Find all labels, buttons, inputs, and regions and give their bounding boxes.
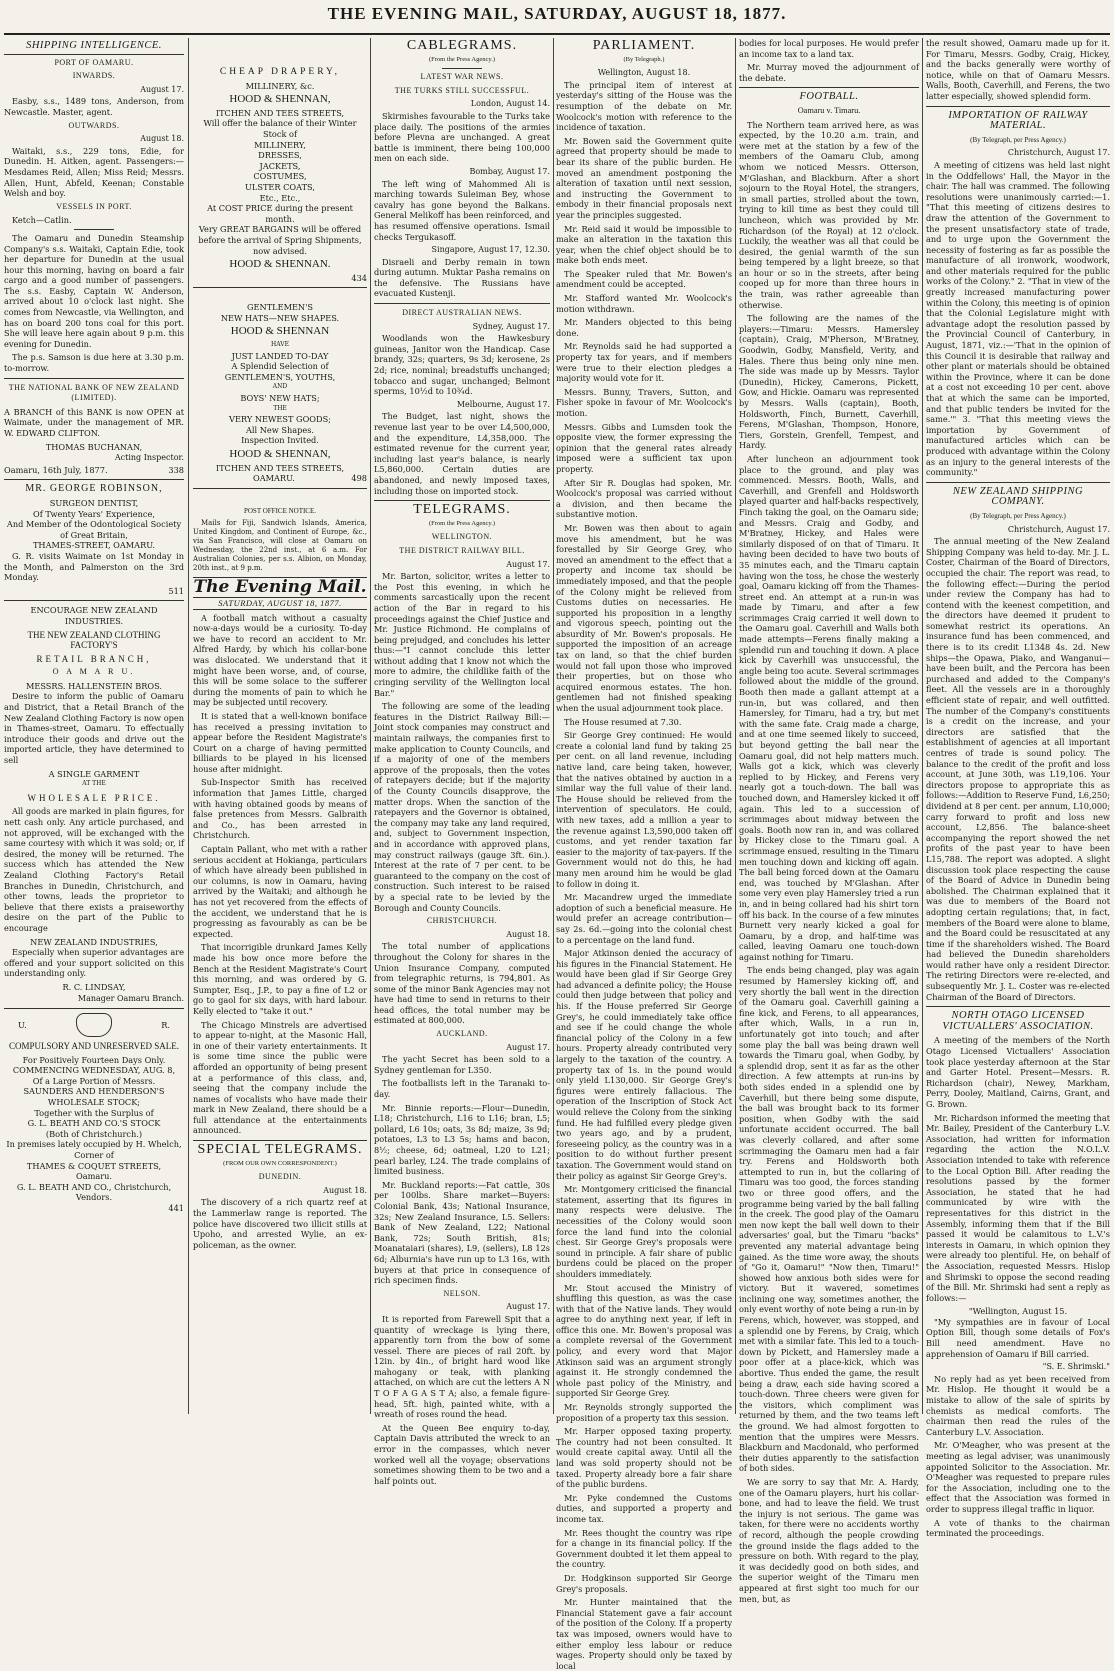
importation-date: Christchurch, August 17. <box>1007 148 1110 158</box>
premises: In premises lately occupied by H. Whelch, Corner of <box>6 1139 182 1161</box>
divider <box>193 287 367 288</box>
auckland-heading: AUCKLAND. <box>436 1029 488 1039</box>
parliament-paragraph: Mr. Hunter maintained that the Financial Statement gave a fair account of the position of the Colony. If a property tax was imposed, owners would have to either employ less labour or reduce wages. Property should only be taxed by local <box>556 1597 732 1671</box>
stock-item: ULSTER COATS, <box>245 181 315 192</box>
parliament-paragraph: Messrs. Gibbs and Lumsden took the opposite view, the former expressing the opinion that the general rates already imposed were a sufficient tax upon property. <box>556 421 732 474</box>
together: Together with the Surplus of <box>34 1107 154 1118</box>
shipping-date: Christchurch, August 17. <box>1007 524 1110 534</box>
special-telegrams-heading: SPECIAL TELEGRAMS. <box>197 1142 363 1158</box>
nelson-paragraph: At the Queen Bee enquiry to-day, Captain Davis attributed the wreck to an error in the compasses, which never worked well all the voyage; observations sometimes showing them to be two and a half points out. <box>374 1422 550 1486</box>
oamaru-heading: O A M A R U. <box>52 667 136 677</box>
hats-footer <box>193 473 367 484</box>
divider <box>926 1006 1110 1007</box>
railway-paragraph: Mr. Barton, solicitor, writes a letter to the Post this evening, in which he comments sarcastically upon the recent action of the Bar in regard to his proceedings against the Chief Justice and Mr. Justice Richmond. He complains of being prejudged, and concludes his letter thus:—"I cannot conclude this letter without adding that I know not which the more to admire, the childlike faith of the cringing servility of the Wellington local Bar." <box>374 571 550 698</box>
bank-date: Oamaru, 16th July, 1877. <box>4 464 108 475</box>
importation-telegraph: (By Telegraph, per Press Agency.) <box>970 135 1066 144</box>
newspaper-title: The Evening Mail. <box>193 577 367 598</box>
nelson-heading: NELSON. <box>443 1288 481 1298</box>
parliament-paragraph: Mr. Bowen was then about to again move his amendment, but he was forestalled by Sir George Grey, who moved an amendment to the effect that a property and income tax should be immediately imposed, and that the people of the Colony might be relieved from Customs duties on necessaries. He supported his proposition in a lengthy and vigorous speech, pointing out the absurdity of Mr. Bowen's proposals. He supported the imposition of an acreage tax on land, so that the chief burden would not fall upon those who improved their properties, but on those who acquired enormous estates. The hon. gentlemen had not finished speaking when the usual adjournment took place. <box>556 522 732 714</box>
parliament-paragraph: Mr. Stout accused the Ministry of shuffling this question, as was the case with that of the Native lands. They would agree to do anything next year, if left in office this one. Mr. Bowen's proposal was a complete reversal of the Government policy, and every word that Major Atkinson said was an argument strongly against it. He strongly condemned the whole past policy of the Ministry, and supported Sir George Grey. <box>556 1282 732 1399</box>
parliament-paragraph: The principal item of interest at yesterday's sitting of the House was the resumption of the debate on Mr. Woolcock's motion with reference to the incidence of taxation. <box>556 79 732 133</box>
own-correspondent: (FROM OUR OWN CORRESPONDENT.) <box>223 1159 337 1167</box>
editorial-paragraph: A football match without a casualty now-a-days would be a curiosity. To-day we have to record an accident to Mr. Alfred Hardy, by which his collar-bone was dislocated. We understand that it might have been worse, and, of course, this will be some solace to the sufferer during the moments of pain to which he may be subjected until recovery. <box>193 612 367 708</box>
bank-ad-number: 338 <box>168 464 184 475</box>
dentist-experience: Of Twenty Years' Experience, <box>33 508 155 519</box>
dentist-visits: G. R. visits Waimate on 1st Monday in the Month, and Palmerston on the 3rd Monday. <box>4 550 184 583</box>
parliament-paragraph: Sir George Grey continued: He would create a colonial land fund by taking 25 per cent. on all land revenue, including native land, care being taken, however, that the natives obtained by auction in a similar way the full value of their land. The House should be relieved from the intervention of speculators. He could, with new taxes, add a million a year to the revenue against L3,590,000 taken off customs, and yet render taxation far easier to the majority of tax-payers. If the Government would not do this, he had many men around him he would be glad to follow in doing it. <box>556 730 732 889</box>
football-paragraph: The ends being changed, play was again resumed by Hamersley kicking off, and very shortly the ball went in the direction of the Oamaru goal. Caverhill gaining a fine kick, and Ferens, to all appearances, after which, Walls, in a run in, unfortunately got into touch; and after some play the ball was being drawn well towards the Timaru goal, when Godby, by a splendid drop, sent it as far as the other direction. A few attempts at run-ins by both sides ended in a splendid one by Caverhill, but there being some dispute, the ball was brought back to its former position, when Godby with the said unfortunate accident occurred. The ball was cleverly collared, and after some scrimmaging the Oamaru men had a fair try. Ferens and Holdsworth both attempted to run in, but the collaring of Timaru was too good, the forces standing two or three good offers, and the programme being varied by the ball falling in the creek. The good play of the Oamaru men now kept the ball well down to their adversaries' goal, but the Timaru "backs" prevented any material advantage being gained. As the time wore away, the shouts of "Go it, Oamaru!" "Now then, Timaru!" showed how anxious both sides were for victory. But it wavered, sometimes inclining one way, sometimes another, the only event worthy of note being a run-in by Ferens, which, however, was stopped, and a splendid one by Ferens, by Craig, which met with a similar fate. This led to a touch-down by Pickett, and Hamersley made a poor offer at a place-kick, which was abortive. Thus ended the game, the result being a draw, each side having scored a touch-down. Three cheers were given for the visitors, which compliment was returned by them, and the two teams left the ground. We had almost forgotten to mention that the umpires were Messrs. Blackburn and Macdonald, who performed their duties apparently to the satisfaction of both sides. <box>739 965 919 1474</box>
parliament-paragraph: Mr. Bowen said the Government quite agreed that property should be made to bear its share of the public burden. He moved an amendment postponing the alteration of taxation until next session, and instructing the Government to embody in their financial proposals next year the principles suggested. <box>556 135 732 220</box>
gentlemens: GENTLEMEN'S <box>247 302 313 313</box>
very-newest: VERY NEWEST GOODS; <box>229 414 331 425</box>
divider <box>74 229 114 230</box>
goods-text: All goods are marked in plain figures, for nett cash only. Any article purchased, and not approved, will be exchanged with the same courtesy with which it was sold; or, if desired, the money will be returned. The success which has attended the New Zealand Clothing Factory's Retail Branches in Dunedin, Christchurch, and other towns, leads the proprietor to believe that there exists a praiseworthy desire on the part of the Public to encourage <box>4 806 184 933</box>
parliament-heading: PARLIAMENT. <box>592 38 696 53</box>
football-paragraph: The Northern team arrived here, as was expected, by the 10.20 a.m. train, and were met at the station by a few of the members of the Oamaru Club, among whom we noticed Messrs. Otterson, M'Glashan, and Blackburn. After a short sojourn to the Royal Hotel, the strangers, in small parties, strolled about the town, trying to kill time as best they could till luncheon, which was provided by Mr. Richardson (of the Royal) at 12 o'clock. Luckily, the weather was all that could be desired, the genial warmth of the sun being tempered by a light breeze, so that an hour or so in the streets, after being cooped up for more than three hours in the train, was rather agreeable than otherwise. <box>739 119 919 310</box>
oamaru-sub: Oamaru. <box>75 1171 113 1182</box>
murray-paragraph: Mr. Murray moved the adjournment of the debate. <box>739 62 919 83</box>
post-office-heading: POST OFFICE NOTICE. <box>243 506 317 515</box>
divider <box>193 1140 367 1141</box>
victuallers-heading: NORTH OTAGO LICENSED VICTUALLERS' ASSOCIATION. <box>942 1010 1094 1032</box>
crest-letter-r: R. <box>161 1019 170 1030</box>
column-divider <box>370 38 371 1414</box>
the: THE <box>273 404 287 412</box>
itchen-streets-2: ITCHEN AND TEES STREETS, <box>215 462 345 473</box>
hood-shennan-1: HOOD & SHENNAN, <box>229 93 331 106</box>
wellington-quote-date: "Wellington, August 15. <box>968 1306 1068 1317</box>
london-text: Skirmishes favourable to the Turks take place daily. The positions of the armies before Plevna are unchanged. A great battle is imminent, there being 100,000 men on each side. <box>374 110 550 164</box>
divider <box>374 303 550 304</box>
latest-war-news: LATEST WAR NEWS. <box>420 72 504 82</box>
auckland-paragraph: Mr. Binnie reports:—Flour—Dunedin, L18; Christchurch, L16 to L16; bran, L5; pollard, L6 10s; oats, 3s 8d; maize, 3s 9d; potatoes, L3 to L3 5s; hams and bacon, 8½; cheese, 6d; oatmeal, L20 to L21; pearl barley, L24. The trade complains of limited business. <box>374 1102 550 1177</box>
shrimski-signature: "S. E. Shrimski." <box>1042 1362 1110 1372</box>
column-1 <box>4 38 184 1414</box>
divider <box>926 106 1110 107</box>
parliament-paragraph: Mr. Pyke condemned the Customs duties, and supported a property and income tax. <box>556 1492 732 1524</box>
wholesale-price: WHOLESALE PRICE. <box>27 792 161 803</box>
divider <box>4 479 184 480</box>
press-agency: (From the Press Agency.) <box>428 55 495 63</box>
by-telegraph: (By Telegraph.) <box>623 55 665 63</box>
crest-letter-u: U. <box>18 1019 27 1030</box>
editorial-paragraph: Sub-Inspector Smith has received information that James Little, charged with having obtained goods by means of false pretences from Messrs. Galbraith and Co., has been arrested in Christchurch. <box>193 777 367 841</box>
victuallers-text: A meeting of the members of the North Otago Licensed Victuallers' Association took place yesterday afternoon at the Star and Garter Hotel. Present—Messrs. R. Richardson (chair), Newey, Markham, Perry, Dooley, Maitland, Cairns, Grant, and G. Brown. <box>926 1035 1110 1109</box>
dunedin-text: The discovery of a rich quartz reef at the Lammerlaw range is reported. The police have discovered two illicit stills at Upoho, and arrested Wylie, an ex-policeman, as the owner. <box>193 1197 367 1250</box>
column-5 <box>739 38 919 1604</box>
stock-item: DRESSES, <box>258 150 302 161</box>
column-6 <box>926 38 1110 1539</box>
parliament-paragraph: The House resumed at 7.30. <box>564 716 682 727</box>
boys-hats: BOYS' NEW HATS; <box>240 393 320 404</box>
masthead-rule <box>4 33 1110 35</box>
editorial-dateline: SATURDAY, AUGUST 18, 1877. <box>193 597 367 610</box>
column-2 <box>193 38 367 1414</box>
at-the: AT THE <box>82 780 106 788</box>
parliament-paragraph: Mr. Harper opposed taxing property. The country had not been consulted. It would create capital away. Until all the land was sold property should not be taxed. Property already bore a fair share of the public burdens. <box>556 1426 732 1490</box>
parliament-paragraph: Major Atkinson denied the accuracy of his figures in the Financial Statement. He would have been glad if Sir George Grey had advanced a definite policy; the House could then judge between that policy and his. If the House preferred Sir George Grey's, he could immediately take office and see if he could change the whole financial policy of the Colony in a few hours. Property already contributed very largely to the taxation of the country. A property tax of 1s. in the pound would only yield L130,000. Sir George Grey's figures were entirely fallacious. The operation of the Inscription of Stock Act would relieve the Colony from the sinking fund. He had fulfilled every pledge given two years ago, and by a prudent, foreseeing policy, as the country was in a position to do without further present taxation. The Government would stand on their policy as against Sir George Grey's. <box>556 948 732 1181</box>
press-agency-2: (From the Press Agency.) <box>428 519 495 527</box>
parliament-paragraph: The Speaker ruled that Mr. Bowen's amendment could be accepted. <box>556 268 732 290</box>
bank-role: Acting Inspector. <box>114 453 184 463</box>
melbourne-date: Melbourne, August 17. <box>456 399 550 409</box>
divider <box>926 482 1110 483</box>
hood-shennan-2: HOOD & SHENNAN. <box>229 258 331 271</box>
football-paragraph: We are sorry to say that Mr. A. Hardy, one of the Oamaru players, hurt his collar-bone, and had to leave the field. We trust the injury is not serious. The game was taken, for there were no accidents worthy of record, although the people crowding the ground inside the flags added to the pressure on both. With regard to the play, it was decidedly good on both sides, and the superior weight of the Timaru men appeared at first sight too much for our men, but, as <box>739 1476 919 1604</box>
editorial-paragraph: The Chicago Minstrels are advertised to appear to-night, at the Masonic Hall, in one of their variety entertainments. It is some time since the public were afforded an opportunity of being present at a performance of this class, and, seeing that the company include the names of vocalists who have made their mark in New Zealand, there should be a full attendance at the entertainments announced. <box>193 1019 367 1136</box>
divider <box>739 87 919 88</box>
factory-text: Desire to inform the public of Oamaru and District, that a Retail Branch of the New Zealand Clothing Factory is now open in Thames-street, Oamaru. To effectually introduce their goods and drive out the imported article, they have determined to sell <box>4 691 184 766</box>
parliament-paragraph: Messrs. Bunny, Travers, Sutton, and Fisher spoke in favour of Mr. Woolcock's motion. <box>556 386 732 418</box>
shipping-company-heading: NEW ZEALAND SHIPPING COMPANY. <box>952 485 1084 508</box>
bank-heading: THE NATIONAL BANK OF NEW ZEALAND (LIMITED). <box>8 382 180 403</box>
parliament-paragraph: Mr. Stafford wanted Mr. Woolcock's motion withdrawn. <box>556 293 732 314</box>
auckland-paragraph: Mr. Buckland reports:—Fat cattle, 30s per 100lbs. Share market—Buyers: Colonial Bank, 43s; National Insurance, 32s; New Zealand Insurance, L5. Sellers: Bank of New Zealand, L22; National Bank, 72s; South British, 81s; Moanataiari (shares), L9, (sellers), L8 12s 6d; Alburnia's have run up to L3 16s, with buyers at that price in consequence of rich specimen finds. <box>374 1179 550 1286</box>
especially-text: Especially when superior advantages are offered and your support solicited on this understanding only. <box>4 947 184 979</box>
beath-stock: G. L. BEATH AND CO.'S STOCK <box>27 1118 161 1129</box>
coat-of-arms-icon <box>76 1013 112 1037</box>
all-new-shapes: All New Shapes. <box>245 424 315 435</box>
outwards-heading: OUTWARDS. <box>68 120 120 130</box>
parliament-paragraph: Mr. Rees thought the country was ripe for a change in its financial policy. If the Government doubted it let them appeal to the country. <box>556 1527 732 1570</box>
parliament-paragraph: Mr. Manders objected to this being done. <box>556 317 732 338</box>
new-hats: NEW HATS—NEW SHAPES. <box>220 312 340 323</box>
lindsay-signature: R. C. LINDSAY, <box>62 981 126 992</box>
auckland-paragraph: The footballists left in the Taranaki to-day. <box>374 1078 550 1100</box>
christchurch-date: August 18. <box>506 929 550 939</box>
london-date: London, August 14. <box>470 99 550 109</box>
parliament-paragraph: Mr. Macandrew urged the immediate adoption of such a beneficial measure. He would prefer an acreage contribution—say 2s. 6d.—going into the colonial chest to a percentage on the land fund. <box>556 892 732 945</box>
direct-australian: DIRECT AUSTRALIAN NEWS. <box>402 308 522 318</box>
post-office-text: Mails for Fiji, Sandwich Islands, America, United Kingdom, and Continent of Europe, &c., via San Francisco, will close at Oamaru on Wednesday, the 22nd inst., at 6 a.m. For Australian Colonies, per s.s. Albion, on Monday, 20th inst., at 9 p.m. <box>193 519 367 573</box>
dentist-title: SURGEON DENTIST, <box>49 497 139 508</box>
shipping-heading: SHIPPING INTELLIGENCE. <box>4 41 184 55</box>
stock-item: JACKETS, <box>259 160 301 171</box>
inwards-heading: INWARDS. <box>72 71 116 81</box>
fourteen-days: For Positively Fourteen Days Only. <box>22 1054 166 1065</box>
dentist-ad-number: 511 <box>168 585 184 596</box>
dentist-name: MR. GEORGE ROBINSON, <box>25 483 163 495</box>
vote-text: A vote of thanks to the chairman terminated the proceedings. <box>926 1517 1110 1539</box>
thames-coquet: THAMES & COQUET STREETS, <box>26 1160 162 1171</box>
inspection-invited: Inspection Invited. <box>241 435 319 446</box>
railway-bill-heading: THE DISTRICT RAILWAY BILL. <box>399 545 525 555</box>
omeagher-text: Mr. O'Meagher, who was present at the meeting as legal adviser, was unanimously appointed Solicitor to the Association. Mr. O'Meagher was requested to prepare rules for the Association, including one to the effect that the Association was formed in order to suppress illegal traffic in liquor. <box>926 1440 1110 1514</box>
factory-heading: THE NEW ZEALAND CLOTHING FACTORY'S <box>27 629 161 651</box>
etc: Etc., Etc., <box>259 192 301 203</box>
millinery: MILLINERY, &c. <box>245 80 315 91</box>
telegrams-heading: TELEGRAMS. <box>413 502 511 518</box>
nz-industries: NEW ZEALAND INDUSTRIES, <box>30 936 158 947</box>
parliament-date: Wellington, August 18. <box>597 68 691 78</box>
turks-heading: THE TURKS STILL SUCCESSFUL. <box>394 85 530 95</box>
stock-item: COSTUMES, <box>253 171 307 182</box>
bombay-date: Bombay, August 17. <box>469 166 550 176</box>
royal-crest <box>4 1013 184 1037</box>
railway-paragraph: The following are some of the leading features in the District Railway Bill:—Joint stock companies may construct and maintain railways, the companies first to make application to County Councils, and if a majority of one of the members approve of the proposals, then the votes of ratepayers decide; but if the majority of the County Councils disapprove, the matter drops. When the sanction of the ratepayers and the Governor is obtained, the company may take any land required, and, subject to Government inspection, and in accordance with approved plans, may construct railways (gauge 3ft. 6in.). Interest at the rate of 7 per cent. to be guaranteed to the company on the cost of construction. Such interest to be raised by a special rate to be levied by the Borough and County Councils. <box>374 701 550 913</box>
saunders: SAUNDERS AND HENDERSON'S WHOLESALE STOCK; <box>23 1086 165 1108</box>
importation-heading: IMPORTATION OF RAILWAY MATERIAL. <box>948 109 1088 132</box>
encourage-heading: ENCOURAGE NEW ZEALAND INDUSTRIES. <box>30 605 158 626</box>
bank-text: A BRANCH of this BANK is now OPEN at Waimate, under the management of MR. W. EDWARD CLIFTON. <box>4 406 184 438</box>
beath-sub: (Both of Christchurch.) <box>45 1128 143 1139</box>
nelson-paragraph: It is reported from Farewell Spit that a quantity of wreckage is lying there, apparently torn from the bow of some vessel. There are pieces of rail 20ft. by 12in. by 4in., of bright hard wood like mahogany or teak, with planking attached, on which are cut the letters A N T O F A G A S T A; also, a female figure-head, 5ft. high, painted white, with a wreath of roses round the head. <box>374 1313 550 1420</box>
dentist-society: And Member of the Odontological Society of Great Britain, <box>6 519 182 540</box>
outwards-date: August 18. <box>140 134 184 144</box>
divider <box>193 488 367 489</box>
just-landed: JUST LANDED TO-DAY <box>231 350 329 361</box>
divider <box>442 68 482 69</box>
parliament-paragraph: Mr. Reynolds said he had supported a property tax for years, and if members were true to their election pledges a majority would vote for it. <box>556 341 732 384</box>
dunedin-date: August 18. <box>323 1185 367 1195</box>
football-paragraph: The following are the names of the players:—Timaru: Messrs. Hamersley (captain), Craig, M'Pherson, M'Bratney, Goodwin, Godby, Mansfield, Verity, and Hales. There thus being only nine men. The side was made up by Messrs. Taylor (Dunedin), Hickey, Camerons, Pickett, Gow, and Hickie. Oamaru was represented by Messrs. Walls (captain), Booth, Holdsworth, Finch, Burnett, Caverhill, Ferens, M'Glashan, Thompson, Honore, Tiers, Gorstein, Grenfell, Tempest, and Hardy. <box>739 313 919 451</box>
vendors-ad-number: 441 <box>168 1203 184 1213</box>
singapore-text: Disraeli and Derby remain in town during autumn. Muktar Pasha remains on the defensive. The Russians have evacuated Kustenji. <box>374 256 550 299</box>
vendors: G. L. BEATH AND CO., Christchurch, Vendors. <box>16 1181 172 1203</box>
have: HAVE <box>271 341 289 349</box>
railway-date: August 17. <box>506 559 550 569</box>
dentist-address: THAMES-STREET, OAMARU. <box>32 540 156 551</box>
sydney-text: Woodlands won the Hawkesbury guineas, Janitor won the Handicap. Case brandy, 32s; quarters, 9s 3d; kerosene, 2s 2d; rice, nominal; breadstuffs unchanged; tobacco and sugar, unchanged; Belmont sperms, 10½d to 10¾d. <box>374 333 550 397</box>
singapore-date: Singapore, August 17, 12.30. <box>431 245 550 255</box>
bank-signature: THOMAS BUCHANAN, <box>45 441 143 452</box>
will-offer: Will offer the balance of their Winter Stock of <box>203 118 357 139</box>
column-3 <box>374 38 550 1486</box>
column-divider <box>735 38 736 1414</box>
richardson-text: Mr. Richardson informed the meeting that Mr. Bailey, President of the Canterbury L.V. Association, had written for information regarding the action the N.O.L.V. Association intended to take with reference to the Local Option Bill. After reading the resolutions passed by the former Association, he stated that he had communicated by wire with the representatives for this district in the Assembly, informing them that if the Bill passed it would be calamitous to L.V.'s interests in Oamaru, in which opinion they were already too plentiful. He, on behalf of the Association, requested Messrs. Hislop and Shrimski to oppose the second reading of the Bill. Mr. Shrimski had sent a reply as follows:— <box>926 1112 1110 1303</box>
ad-number: 434 <box>351 272 367 283</box>
quote-text: "My sympathies are in favour of Local Option Bill, though some details of Fox's Bill need amendment. Have no apprehension of Oamaru if Bill carried. <box>926 1316 1110 1359</box>
parliament-paragraph: Mr. Reid said it would be impossible to make an alteration in the taxation this year, when the chief object should be to make both ends meet. <box>556 223 732 266</box>
hallenstein: MESSRS. HALLENSTEIN BROS. <box>25 680 163 691</box>
cost-price: At COST PRICE during the present month. <box>207 203 353 224</box>
dunedin-heading: DUNEDIN. <box>258 1172 302 1182</box>
gentlemens-youths: GENTLEMEN'S, YOUTHS, <box>224 371 336 382</box>
parliament-paragraph: Mr. Montgomery criticised the financial statement, asserting that its figures in many respects were delusive. The necessities of the Colony would soon force the land fund into the colonial chest. Sir George Grey's proposals were sound in principle. A fair share of public burdens could be placed on the proper shoulders immediately. <box>556 1184 732 1279</box>
commencing: COMMENCING WEDNESDAY, AUG. 8, <box>12 1065 176 1076</box>
editorial-paragraph: Captain Pallant, who met with a rather serious accident at Hokianga, particulars of which have already been published in our columns, is now in Oamaru, having arrived by the Waitaki; and although he has not yet recovered from the effects of the accident, we understand that he is progressing as favourably as can be be expected. <box>193 844 367 939</box>
stock-item: MILLINERY, <box>254 139 306 150</box>
no-reply-text: No reply had as yet been received from Mr. Hislop. He thought it would be a mistake to allow of the sale of spirits by chemists as medical comforts. The chairman then read the rules of the Canterbury L.V. Association. <box>926 1373 1110 1437</box>
parliament-paragraph: Dr. Hodgkinson supported Sir George Grey's proposals. <box>556 1572 732 1594</box>
column-divider <box>922 38 923 1414</box>
lindsay-role: Manager Oamaru Branch. <box>77 993 184 1003</box>
cablegrams-heading: CABLEGRAMS. <box>406 38 518 53</box>
auckland-date: August 17. <box>506 1042 550 1052</box>
samson-text: The p.s. Samson is due here at 3.30 p.m. to-morrow. <box>4 352 184 374</box>
football-heading: FOOTBALL. <box>799 91 859 103</box>
continued-paragraph: bodies for local purposes. He would prefer an income tax to a land tax. <box>739 38 919 59</box>
inwards-text: Easby, s.s., 1489 tons, Anderson, from Newcastle. Master, agent. <box>4 96 184 117</box>
divider <box>4 600 184 601</box>
retail-branch: RETAIL BRANCH, <box>36 653 152 664</box>
ad-number: 498 <box>351 473 367 484</box>
port-heading: PORT OF OAMARU. <box>54 57 134 67</box>
oamaru-timaru: Oamaru v. Timaru. <box>797 105 861 115</box>
divider <box>4 378 184 379</box>
auckland-paragraph: The yacht Secret has been sold to a Sydney gentleman for L350. <box>374 1054 550 1075</box>
importation-text: A meeting of citizens was held last night in the Oddfellows' Hall, the Mayor in the chair. The hall was crammed. The following resolutions were unanimously carried:—1. "That this meeting of citizens desires to draw the attention of the Government to the present unsatisfactory state of trade, and to urge upon the Government the necessity of fostering as far as possible the manufacture of all ironwork, woodwork, and other materials required for the public works of the Colony." 2. "That in view of the greatly increased manufacturing power within the Colony, this meeting is of opinion that the Colonial Legislature might with advantage adopt the resolution passed by the Provincial Council of Canterbury, in August, 1871, viz.:—'That in the opinion of this Council it is desirable that railway and other plant or materials should be obtained within the Province, where it can be done at a cost not exceeding 10 per cent. above that at which the same can be imported, and that public tenders be invited for the same.'" 3. "That this meeting views the importation by Government of manufactured articles which can be produced with advantage within the Colony as an injury to the general interests of the community." <box>926 159 1110 478</box>
and: AND <box>272 383 288 391</box>
oamaru-label: OAMARU. <box>253 473 295 484</box>
parliament-paragraph: After Sir R. Douglas had spoken, Mr. Woolcock's proposal was carried without a division, and then became the substantive motion. <box>556 477 732 520</box>
splendid-selection: A Splendid Selection of <box>231 361 329 372</box>
editorial-paragraph: It is stated that a well-known boniface has received a pressing invitation to appear before the Resident Magistrate's Court on a charge of having permitted billiards to be played in his licensed house after midnight. <box>193 710 367 774</box>
large-portion: Of a Large Portion of Messrs. <box>32 1075 156 1086</box>
masthead: THE EVENING MAIL, SATURDAY, AUGUST 18, 1877. <box>327 4 787 23</box>
christchurch-text: The total number of applications throughout the Colony for shares in the Union Insurance Company, computed from telegraphic returns, is 794,801. As some of the minor Bank Agencies may not have had time to send in returns to their head offices, the total number may be estimated at 800,000. <box>374 941 550 1026</box>
wellington-heading: WELLINGTON. <box>431 532 493 542</box>
compulsory-sale: COMPULSORY AND UNRESERVED SALE. <box>9 1041 179 1052</box>
hood-shennan-3: HOOD & SHENNAN <box>230 325 330 338</box>
football-paragraph: After luncheon an adjournment took place to the ground, and play was commenced. Messrs. Booth, Walls, and Caverhill, and Grenfell and Holdsworth played quarter and half-backs respectively, Finch taking the goal, on the Oamaru side; and Messrs. Craig and Godby, and M'Bratney, Hickey, and Hales were similarly disposed of on that of Timaru. It having been decided to have two bouts of 35 minutes each, and the Timaru captain having won the toss, he chose the westerly goal, Oamaru kicking off from the Thames-street end. An attempt at a run-in was made by Timaru, and after a few scrimmages Craig carried it well down to the Oamaru goal. Caverhill and Walls both made attempts—Ferens finally making a splendid run and touching it down. A place kick by Caverhill was unsuccessful, the angle being too acute. Several scrimmages followed about the middle of the ground. Booth then made a gallant attempt at a run-in, but was collared, and then Hamersley, for Timaru, had a try, but met with the same fate. Craig made a charge, and at one time seemed likely to succeed, but beyond getting the ball near the Oamaru goal, did not help matters much. Walls got a kick, which was cleverly replied to by Hickey, and Ferens very nearly got a touch-down. The ball was touched down, and Hamersley kicked it off again. This led to a succession of scrimmages about midway between the goals. Booth now ran in, and was collared by Hickey close to the Timaru goal. A scrimmage ensued, resulting in the Timaru men touching down and kicking off again. The ball being forced down at the Oamaru end, was touched by M'Glashan. After some very even play Hamersley tried a run in, and in being collared had his shirt torn off his back. In the course of a few minutes Burnett very nearly kicked a goal for Oamaru, by a drop, and half-time was called, leaving Oamaru one touch-down against nothing for Timaru. <box>739 453 919 962</box>
bombay-text: The left wing of Mahommed Ali is marching towards Suleiman Bey, whose cavalry has gone beyond the Balkans. General Melikoff has been reinforced, and has resumed offensive operations. Ismail checks Tergukasoff. <box>374 178 550 242</box>
bargains: Very GREAT BARGAINS will be offered before the arrival of Spring Shipments, now advised. <box>198 224 362 256</box>
sydney-date: Sydney, August 17. <box>472 321 550 331</box>
continued-paragraph: the result showed, Oamaru made up for it. For Timaru, Messrs. Godby, Craig, Hickey, and the backs generally were worthy of notice, while on that of Oamaru Messrs. Walls, Booth, Caverhill, and Ferens, the two latter especially, showed splendid form. <box>926 38 1110 101</box>
outwards-text: Waitaki, s.s., 229 tons, Edie, for Dunedin. H. Aitken, agent. Passengers:— Mesdames Reid, Allen; Miss Reid; Messrs. Allen, Hunt, Abfeld, Keenan; Constable Welsh and boy. <box>4 145 184 199</box>
column-divider <box>553 38 554 1414</box>
cheap-drapery: CHEAP DRAPERY, <box>219 67 341 77</box>
inwards-date: August 17. <box>140 84 184 94</box>
bank-footer <box>4 465 184 476</box>
editorial-paragraph: That incorrigible drunkard James Kelly made his bow once more before the Bench at the Resident Magistrate's Court this morning, and was ordered by G. Sumpter, Esq., J.P., to pay a fine of L2 or go to gaol for six days, with hard labour. Kelly elected to "take it out." <box>193 942 367 1016</box>
hood-shennan-4: HOOD & SHENNAN, <box>229 448 331 460</box>
vessels-heading: VESSELS IN PORT. <box>56 201 132 211</box>
shipping-telegraph: (By Telegraph, per Press Agency.) <box>970 511 1066 520</box>
nelson-date: August 17. <box>506 1302 550 1312</box>
column-4 <box>556 38 732 1671</box>
parliament-paragraph: Mr. Reynolds strongly supported the proposition of a property tax this session. <box>556 1402 732 1423</box>
single-garment: A SINGLE GARMENT <box>48 768 140 779</box>
column-divider <box>188 38 189 1414</box>
itchen-streets: ITCHEN AND TEES STREETS, <box>215 107 345 118</box>
vessels-text: Ketch—Catlin. <box>12 215 72 226</box>
christchurch-heading: CHRISTCHURCH. <box>426 916 498 926</box>
steamship-text: The Oamaru and Dunedin Steamship Company's s.s. Waitaki, Captain Edie, took her departure for Dunedin at the usual hour this morning, having on board a fair cargo and a good number of passengers. The s.s. Easby, Captain W. Anderson, arrived about 10 o'clock last night. She comes from Newcastle, via Wellington, and has on board 200 tons coal for this port. She will leave here again about 9 p.m. this evening for Dunedin. <box>4 232 184 349</box>
divider <box>374 500 550 501</box>
melbourne-text: The Budget, last night, shows the revenue last year to be over L4,500,000, and the expenditure, L4,358,000. The estimated revenue for the current year, including last year's balance, is nearly L5,860,000. Certain duties are abandoned, and newly imposed taxes, including those on imported stock. <box>374 411 550 496</box>
shipping-company-text: The annual meeting of the New Zealand Shipping Company was held to-day. Mr. J. L. Coster, Chairman of the Board of Directors, occupied the chair. The report was read, to the following effect:—During the period under review the Company has had to contend with the keenest competition, and the directors have deemed it prudent to somewhat restrict its operations. An insurance fund has been commenced, and there is to its credit L1348 4s. 2d. New ships—the Opawa, Piako, and Wanganui—have been built, and the Percora has been purchased and added to the Company's fleet. All the vessels are in a thoroughly efficient state of repair, and well outfitted. The number of the Company's constituents is a credit on the increase, and your directors are satisfied that the establishment of agencies at all important centres of trade is sound policy. The balance to the credit of the profit and loss account, at June 30th, was L19,106. Your directors propose to appropriate this as follows:—Addition to Reserve Fund, L6,250; dividend at 8 per cent. per annum, L10,000; carry forward to profit and loss new account, L2,856. The balance-sheet accompanying the report showed the net profits of the past year to have been L15,788. The report was adopted. A slight discussion took place respecting the cause of the Board of Advice in Dunedin being abolished. The Chairman explained that it was due to members of the Board not adopting certain regulations; that, in fact, members of the Board were alone to blame, and the Board could be resuscitated at any time if the shareholders wished. The Board had believed the Dunedin shareholders would rather have only a resident Director. The retiring Directors were re-elected, and subsequently Mr. J. L. Coster was re-elected Chairman of the Board of Directors. <box>926 536 1110 1002</box>
divider <box>4 1008 184 1009</box>
